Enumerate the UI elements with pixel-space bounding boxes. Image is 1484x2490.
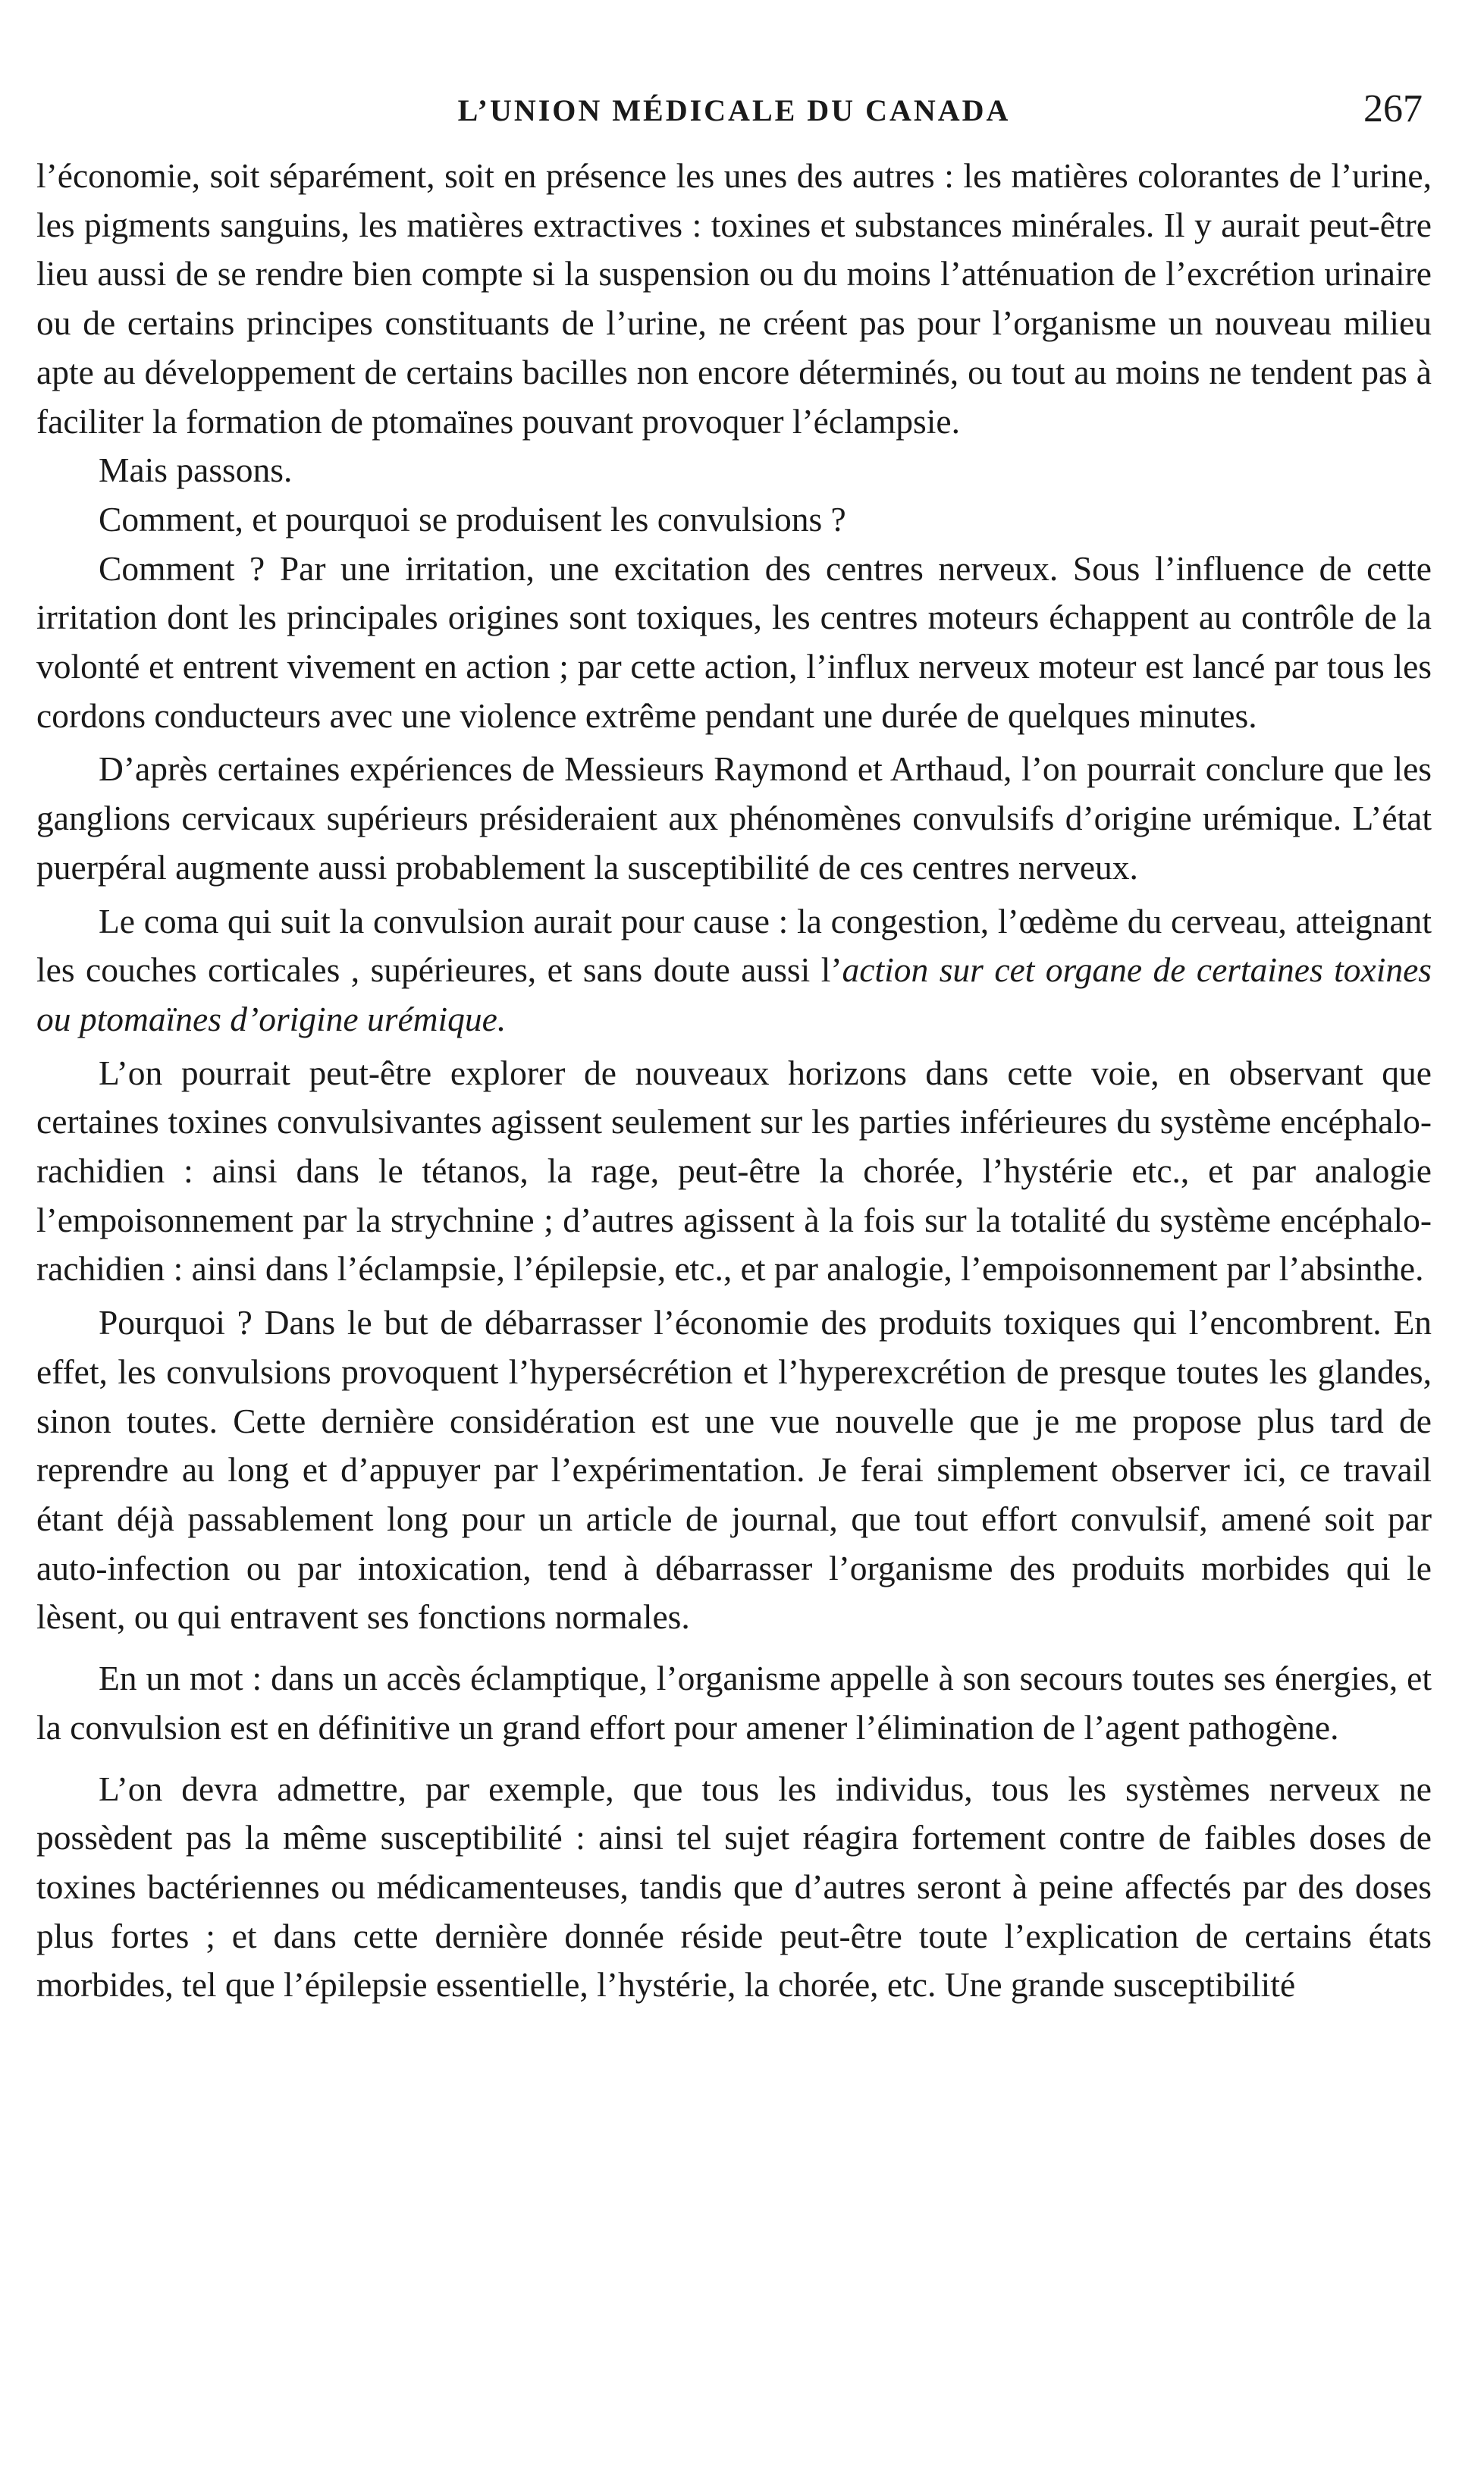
paragraph-4: Comment ? Par une irritation, une excitation des centres nerveux. Sous l’influence de cette irritation dont les principales origines sont toxiques, les centres moteurs échappent au contrôle de la volonté et entrent vivement en action ; par cette action, l’influx nerveux moteur est lancé par tous les cordons conducteurs avec une violence extrême pendant une durée de quelques minutes. — [36, 548, 1432, 735]
paragraph-10: L’on devra admettre, par exemple, que tous les individus, tous les systèmes nerveux ne possèdent pas la même susceptibilité : ainsi tel sujet réagira fortement contre de faibles doses de toxines bactériennes ou médicamenteuses, tandis que d’autres seront à peine affectés par des doses plus fortes ; et dans cette dernière donnée réside peut-être toute l’explication de certains états morbides, tel que l’épilepsie essentielle, l’hystérie, la chorée, etc. Une grande susceptibilité — [36, 1769, 1432, 2005]
paragraph-7: L’on pourrait peut-être explorer de nouveaux horizons dans cette voie, en observant que certaines toxines convulsivantes agissent seulement sur les parties inférieures du système encéphalo-rachidien : ainsi dans le tétanos, la rage, peut-être la chorée, l’hystérie etc., et par analogie l’empoisonnement par la strychnine ; d’autres agissent à la fois sur la totalité du système encéphalo-rachidien : ainsi dans l’éclampsie, l’épilepsie, etc., et par analogie, l’empoisonnement par l’absinthe. — [36, 1053, 1432, 1289]
paragraph-6-italic: action sur cet organe de certaines toxines ou ptomaïnes d’origine urémique. — [36, 950, 1432, 1038]
paragraph-1: l’économie, soit séparément, soit en présence les unes des autres : les matières colorantes de l’urine, les pigments sanguins, les matières extractives : toxines et substances minérales. Il y aurait peut-être lieu aussi de se rendre bien compte si la suspension ou du moins l’atténuation de l’excrétion urinaire ou de certains principes constituants de l’urine, ne créent pas pour l’organisme un nouveau milieu apte au développement de certains bacilles non encore déterminés, ou tout au moins ne tendent pas à faciliter la formation de ptomaïnes pouvant provoquer l’éclampsie. — [36, 156, 1432, 441]
page — [36, 85, 1432, 2010]
paragraph-3: Comment, et pourquoi se produisent les convulsions ? — [99, 499, 846, 539]
paragraph-6 — [36, 897, 1432, 1044]
paragraph-8: Pourquoi ? Dans le but de débarrasser l’économie des produits toxiques qui l’encombrent. En effet, les convulsions provoquent l’hypersécrétion et l’hyperexcrétion de presque toutes les glandes, sinon toutes. Cette dernière considération est une vue nouvelle que je me propose plus tard de reprendre au long et d’appuyer par l’expérimentation. Je ferai simplement observer ici, ce travail étant déjà passablement long pour un article de journal, que tout effort convulsif, amené soit par auto-infection ou par intoxication, tend à débarrasser l’organisme des produits morbides qui le lèsent, ou qui entravent ses fonctions normales. — [36, 1303, 1432, 1637]
paragraph-2: Mais passons. — [99, 451, 293, 490]
paragraph-6-roman: Le coma qui suit la convulsion aurait pour cause : la congestion, l’œdème du cerveau, atteignant les couches corticales , supérieures, et sans doute aussi l’ — [36, 901, 1432, 990]
running-head — [36, 85, 1432, 138]
page-number: 267 — [1363, 87, 1423, 130]
article-body — [36, 152, 1432, 2010]
paragraph-9: En un mot : dans un accès éclamptique, l’organisme appelle à son secours toutes ses énergies, et la convulsion est en définitive un grand effort pour amener l’élimination de l’agent pathogène. — [36, 1659, 1432, 1747]
paragraph-5: D’après certaines expériences de Messieurs Raymond et Arthaud, l’on pourrait conclure que les ganglions cervicaux supérieurs présideraient aux phénomènes convulsifs d’origine urémique. L’état puerpéral augmente aussi probablement la susceptibilité de ces centres nerveux. — [36, 749, 1432, 887]
running-title: L’UNION MÉDICALE DU CANADA — [457, 93, 1011, 127]
